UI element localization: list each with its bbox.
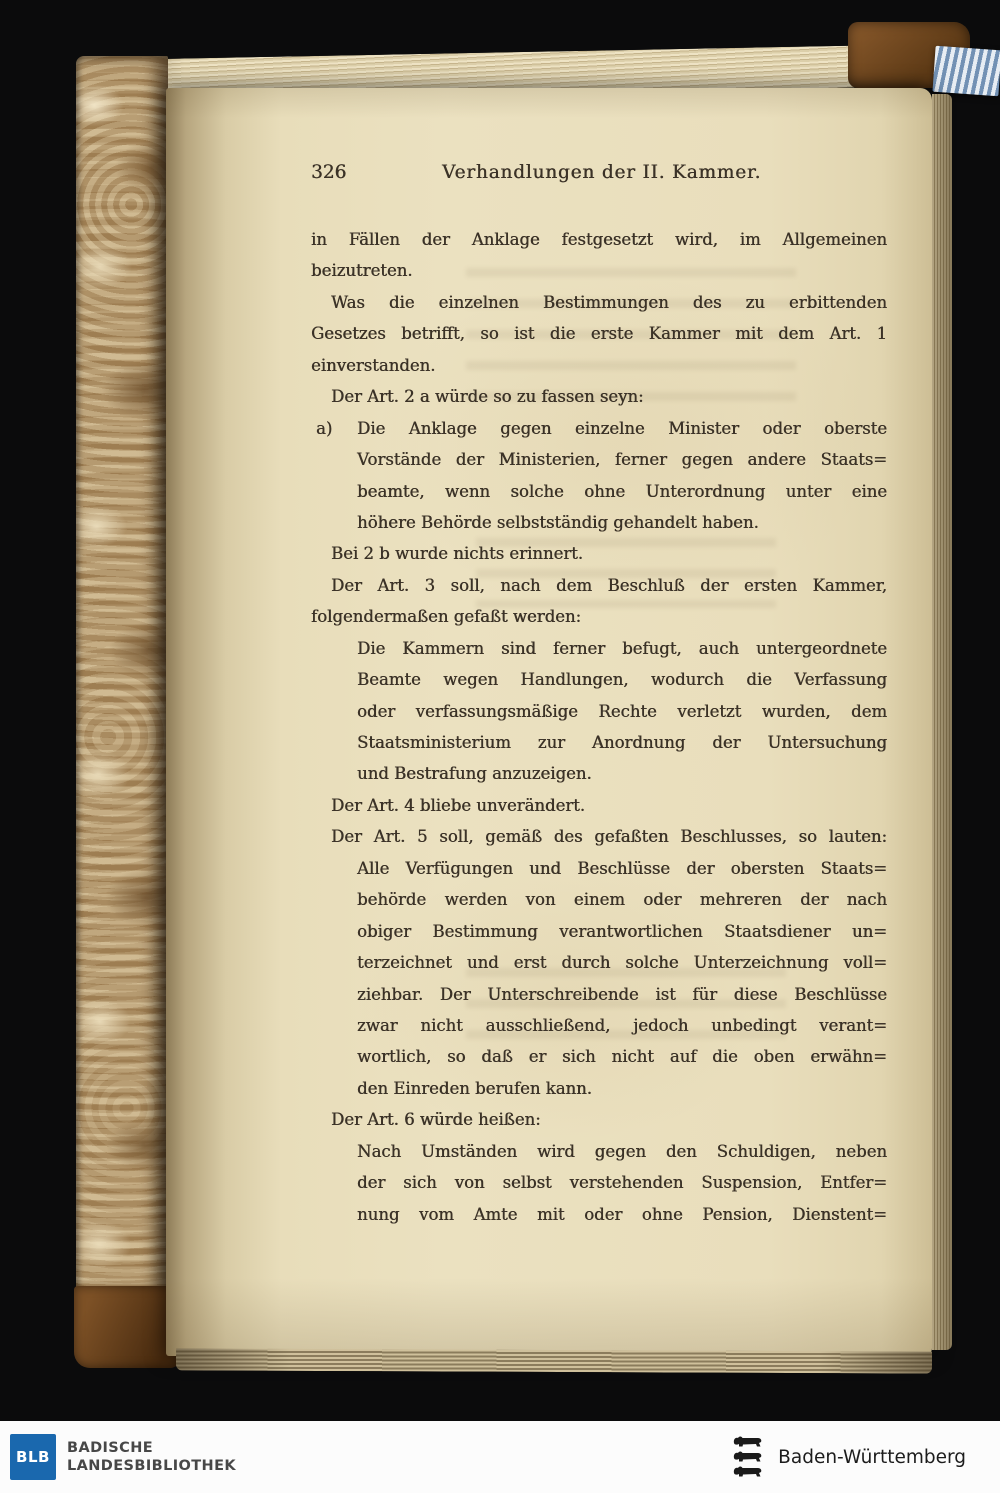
text-line [311,538,887,569]
text-line [311,947,887,978]
page-number: 326 [311,162,347,183]
text-line [311,727,887,758]
text-line [311,1041,887,1072]
running-header: Verhandlungen der II. Kammer. [442,162,762,183]
text-line-content: der sich von selbst verstehenden Suspension, Entfer= [357,1173,887,1193]
blb-logo: BLB [10,1434,56,1480]
text-line [311,476,887,507]
text-line [311,444,887,475]
text-line-content: beizutreten. [311,261,413,281]
text-line [311,664,887,695]
text-line-content: Nach Umständen wird gegen den Schuldigen, neben [357,1141,887,1161]
text-line-content: Beamte wegen Handlungen, wodurch die Verfassung [357,670,887,690]
text-line-content: oder verfassungsmäßige Rechte verletzt wurden, dem [357,701,887,721]
text-line [311,381,887,412]
library-name-line2: LANDESBIBLIOTHEK [67,1458,237,1474]
text-line [311,570,887,601]
text-line-content: Staatsministerium zur Anordnung der Untersuchung [357,733,887,752]
text-line [311,318,887,349]
text-line-content: Der Art. 6 würde heißen: [331,1110,541,1130]
text-line-content: folgendermaßen gefaßt werden: [311,607,582,627]
text-line-content: und Bestrafung anzuzeigen. [357,764,592,784]
library-name [67,1439,236,1475]
text-line-content: Alle Verfügungen und Beschlüsse der obersten Staats= [357,858,887,878]
page-header [166,162,932,190]
text-line-content: Die Anklage gegen einzelne Minister oder oberste [357,418,887,438]
text-line-content: höhere Behörde selbstständig gehandelt haben. [357,512,759,532]
text-line [311,1104,887,1135]
text-line [311,696,887,727]
text-line [311,1073,887,1104]
marbled-cover-edge [76,56,168,1294]
page-text-block [311,224,887,1230]
text-line [311,1010,887,1041]
text-line-content: Was die einzelnen Bestimmungen des zu erbittenden [331,292,887,312]
text-line [311,601,887,632]
list-item-marker: a) [316,418,333,438]
text-line-content: wortlich, so daß er sich nicht auf die oben erwähn= [357,1047,887,1067]
text-line [311,350,887,381]
text-line-content: Der Art. 5 soll, gemäß des gefaßten Beschlusses, so lauten: [331,827,887,847]
text-line-content: behörde werden von einem oder mehreren der nach [357,890,887,910]
text-line [311,633,887,664]
text-line-content: Die Kammern sind ferner befugt, auch untergeordnete [357,638,887,658]
text-line [311,287,887,318]
text-line [311,916,887,947]
state-name: Baden-Württemberg [778,1446,966,1468]
bookmark-ribbon [932,46,1000,96]
text-line [311,853,887,884]
text-line-content: ziehbar. Der Unterschreibende ist für diese Beschlüsse [357,984,887,1004]
text-line-content: Der Art. 4 bliebe unverändert. [331,795,586,815]
library-branding [10,1434,236,1480]
text-line-content: Gesetzes betrifft, so ist die erste Kammer mit dem Art. 1 [311,324,887,344]
library-name-line1: BADISCHE [67,1440,154,1456]
text-line-content: den Einreden berufen kann. [357,1078,592,1098]
page-stack-bottom-edge [176,1348,932,1373]
text-line-content: Der Art. 2 a würde so zu fassen seyn: [331,387,644,407]
page-stack-fore-edge [932,94,952,1350]
text-line-content: Bei 2 b wurde nichts erinnert. [331,544,583,564]
text-line-content: in Fällen der Anklage festgesetzt wird, im Allgemeinen [311,230,887,249]
text-line [311,224,887,255]
book-page [166,88,932,1356]
text-line [311,1199,887,1230]
text-line-content: zwar nicht ausschließend, jedoch unbedingt verant= [357,1015,887,1035]
text-line [311,821,887,852]
text-line-content: einverstanden. [311,355,436,375]
text-line [311,1167,887,1198]
state-branding [732,1434,966,1480]
text-line [311,758,887,789]
text-line-content: Der Art. 3 soll, nach dem Beschluß der ersten Kammer, [331,575,887,595]
text-line [311,255,887,286]
text-line [311,413,887,444]
leather-cover-corner-bottom-left [74,1286,180,1368]
library-footer-bar [0,1421,1000,1493]
text-line-content: Vorstände der Ministerien, ferner gegen andere Staats= [357,450,887,470]
text-line [311,790,887,821]
text-line [311,884,887,915]
text-line-content: nung vom Amte mit oder ohne Pension, Dienstent= [357,1204,887,1224]
text-line-content: beamte, wenn solche ohne Unterordnung unter eine [357,481,887,501]
text-line [311,1136,887,1167]
text-line-content: terzeichnet und erst durch solche Unterzeichnung voll= [357,953,887,973]
baden-wuerttemberg-coat-of-arms-icon [732,1434,766,1480]
text-line [311,507,887,538]
text-line [311,979,887,1010]
text-line-content: obiger Bestimmung verantwortlichen Staatsdiener un= [357,921,887,941]
